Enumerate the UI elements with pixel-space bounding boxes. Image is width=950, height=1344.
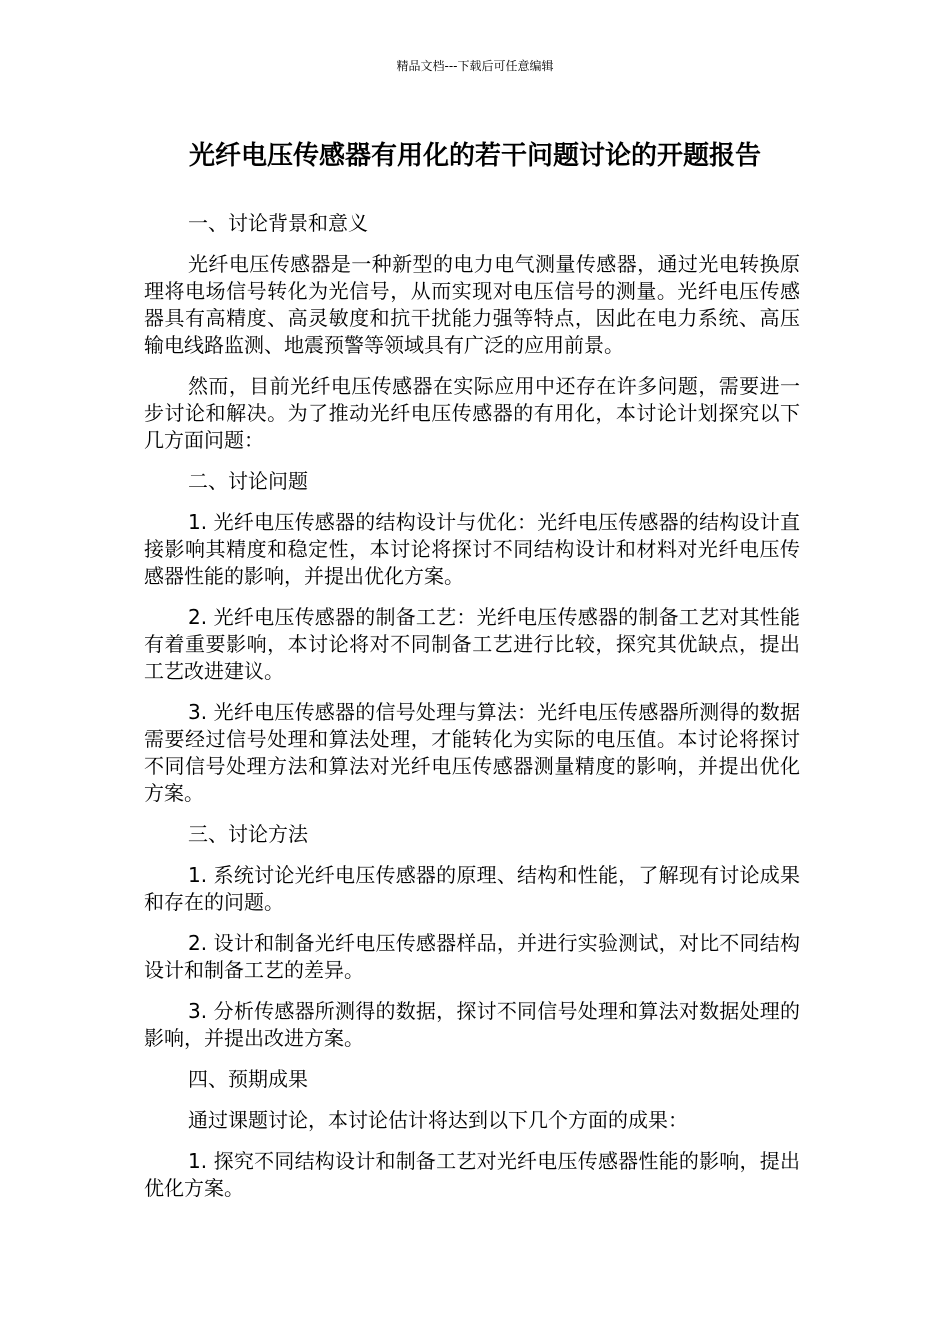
section-background [144, 210, 800, 454]
document-title: 光纤电压传感器有用化的若干问题讨论的开题报告 [188, 141, 761, 171]
document-body [144, 210, 800, 1216]
section-methods [144, 821, 800, 1052]
header-note: 精品文档---下载后可任意编辑 [396, 59, 554, 73]
paragraph: 3. 光纤电压传感器的信号处理与算法：光纤电压传感器所测得的数据需要经过信号处理和算法处理，才能转化为实际的电压值。本讨论将探讨不同信号处理方法和算法对光纤电压传感器测量精度的影响，并提出优化方案。 [144, 700, 800, 805]
paragraph: 2. 设计和制备光纤电压传感器样品，并进行实验测试，对比不同结构设计和制备工艺的差异。 [144, 931, 800, 982]
paragraph: 然而，目前光纤电压传感器在实际应用中还存在许多问题，需要进一步讨论和解决。为了推动光纤电压传感器的有用化，本讨论计划探究以下几方面问题： [144, 374, 800, 452]
section-heading: 四、预期成果 [188, 1067, 308, 1091]
paragraph: 2. 光纤电压传感器的制备工艺：光纤电压传感器的制备工艺对其性能有着重要影响，本讨论将对不同制备工艺进行比较，探究其优缺点，提出工艺改进建议。 [144, 605, 800, 683]
paragraph: 1. 光纤电压传感器的结构设计与优化：光纤电压传感器的结构设计直接影响其精度和稳定性，本讨论将探讨不同结构设计和材料对光纤电压传感器性能的影响，并提出优化方案。 [144, 510, 800, 588]
paragraph: 光纤电压传感器是一种新型的电力电气测量传感器，通过光电转换原理将电场信号转化为光信号，从而实现对电压信号的测量。光纤电压传感器具有高精度、高灵敏度和抗干扰能力强等特点，因此在电力系统、高压输电线路监测、地震预警等领域具有广泛的应用前景。 [144, 252, 800, 357]
paragraph: 3. 分析传感器所测得的数据，探讨不同信号处理和算法对数据处理的影响，并提出改进方案。 [144, 999, 800, 1050]
paragraph: 通过课题讨论，本讨论估计将达到以下几个方面的成果： [188, 1108, 688, 1132]
section-heading: 二、讨论问题 [188, 469, 308, 493]
section-heading: 三、讨论方法 [188, 822, 308, 846]
section-problems [144, 468, 800, 807]
paragraph: 1. 探究不同结构设计和制备工艺对光纤电压传感器性能的影响，提出优化方案。 [144, 1149, 800, 1200]
paragraph: 1. 系统讨论光纤电压传感器的原理、结构和性能，了解现有讨论成果和存在的问题。 [144, 863, 800, 914]
section-heading: 一、讨论背景和意义 [188, 211, 368, 235]
section-expected-results [144, 1066, 800, 1202]
